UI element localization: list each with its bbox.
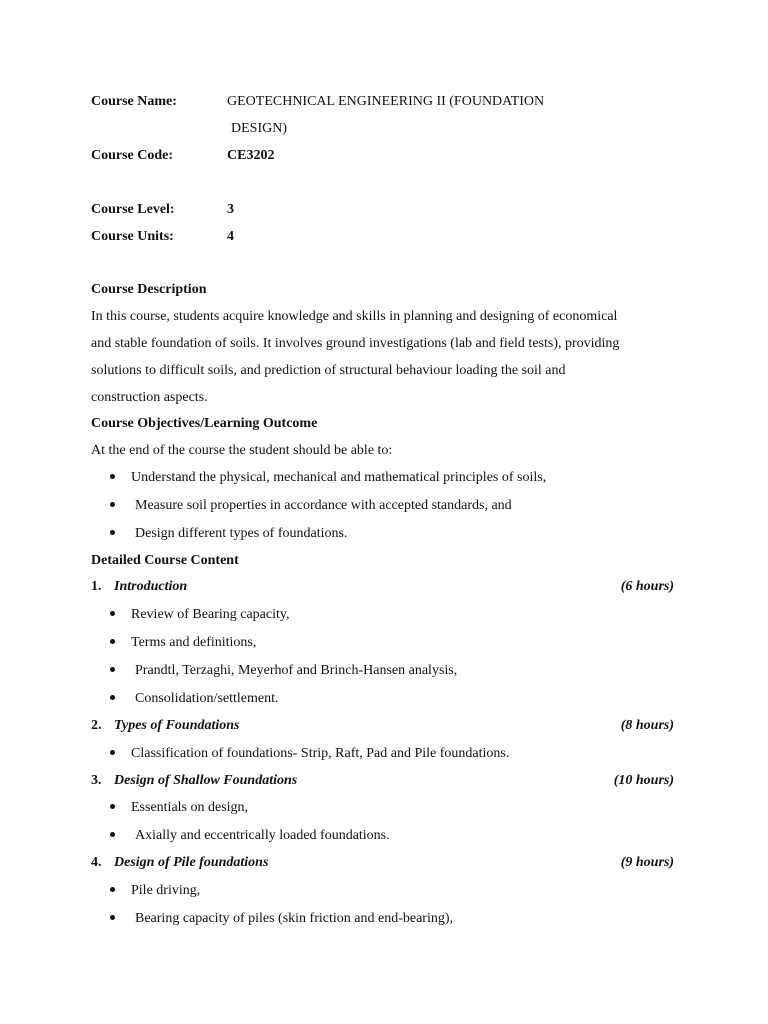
course-name-value: GEOTECHNICAL ENGINEERING II (FOUNDATION xyxy=(227,94,545,109)
bullet-icon xyxy=(110,502,115,507)
bullet-icon xyxy=(110,915,115,920)
section-item: Bearing capacity of piles (skin friction and end-bearing), xyxy=(135,911,453,926)
bullet-icon xyxy=(110,804,115,809)
bullet-icon xyxy=(110,611,115,616)
description-heading: Course Description xyxy=(91,282,207,297)
section-hours: (10 hours) xyxy=(613,773,674,788)
content-heading: Detailed Course Content xyxy=(91,553,239,568)
bullet-icon xyxy=(110,832,115,837)
section-hours: (6 hours) xyxy=(620,579,674,594)
course-name-value-cont: DESIGN) xyxy=(231,121,287,136)
section-item: Consolidation/settlement. xyxy=(135,691,279,706)
section-item: Prandtl, Terzaghi, Meyerhof and Brinch-Hansen analysis, xyxy=(135,663,458,678)
course-units-value: 4 xyxy=(227,229,234,244)
course-level-label: Course Level: xyxy=(91,202,175,217)
course-code-value: CE3202 xyxy=(227,148,275,163)
description-line: In this course, students acquire knowledge and skills in planning and designing of economical xyxy=(91,309,618,324)
section-number: 4. xyxy=(91,855,102,870)
objectives-heading: Course Objectives/Learning Outcome xyxy=(91,416,318,431)
bullet-icon xyxy=(110,474,115,479)
course-code-label: Course Code: xyxy=(91,148,174,163)
section-hours: (9 hours) xyxy=(620,855,674,870)
section-title: Design of Pile foundations xyxy=(114,855,269,870)
objective-item: Measure soil properties in accordance with accepted standards, and xyxy=(135,498,512,513)
course-units-label: Course Units: xyxy=(91,229,174,244)
objective-item: Understand the physical, mechanical and mathematical principles of soils, xyxy=(131,470,547,485)
bullet-icon xyxy=(110,695,115,700)
description-line: solutions to difficult soils, and prediction of structural behaviour loading the soil and xyxy=(91,363,566,378)
section-item: Pile driving, xyxy=(131,883,201,898)
bullet-icon xyxy=(110,750,115,755)
section-number: 2. xyxy=(91,718,102,733)
section-item: Terms and definitions, xyxy=(131,635,257,650)
section-item: Axially and eccentrically loaded foundations. xyxy=(135,828,390,843)
course-level-value: 3 xyxy=(227,202,234,217)
section-number: 3. xyxy=(91,773,102,788)
section-item: Classification of foundations- Strip, Raft, Pad and Pile foundations. xyxy=(131,746,510,761)
section-title: Types of Foundations xyxy=(114,718,240,733)
section-item: Essentials on design, xyxy=(131,800,249,815)
section-item: Review of Bearing capacity, xyxy=(131,607,290,622)
objective-item: Design different types of foundations. xyxy=(135,526,348,541)
bullet-icon xyxy=(110,667,115,672)
bullet-icon xyxy=(110,639,115,644)
description-line: and stable foundation of soils. It involves ground investigations (lab and field tests), providing xyxy=(91,336,620,351)
section-number: 1. xyxy=(91,579,102,594)
course-name-label: Course Name: xyxy=(91,94,177,109)
objectives-intro: At the end of the course the student should be able to: xyxy=(91,443,393,458)
bullet-icon xyxy=(110,887,115,892)
bullet-icon xyxy=(110,530,115,535)
section-hours: (8 hours) xyxy=(620,718,674,733)
section-title: Design of Shallow Foundations xyxy=(114,773,298,788)
section-title: Introduction xyxy=(114,579,188,594)
description-line: construction aspects. xyxy=(91,390,208,405)
